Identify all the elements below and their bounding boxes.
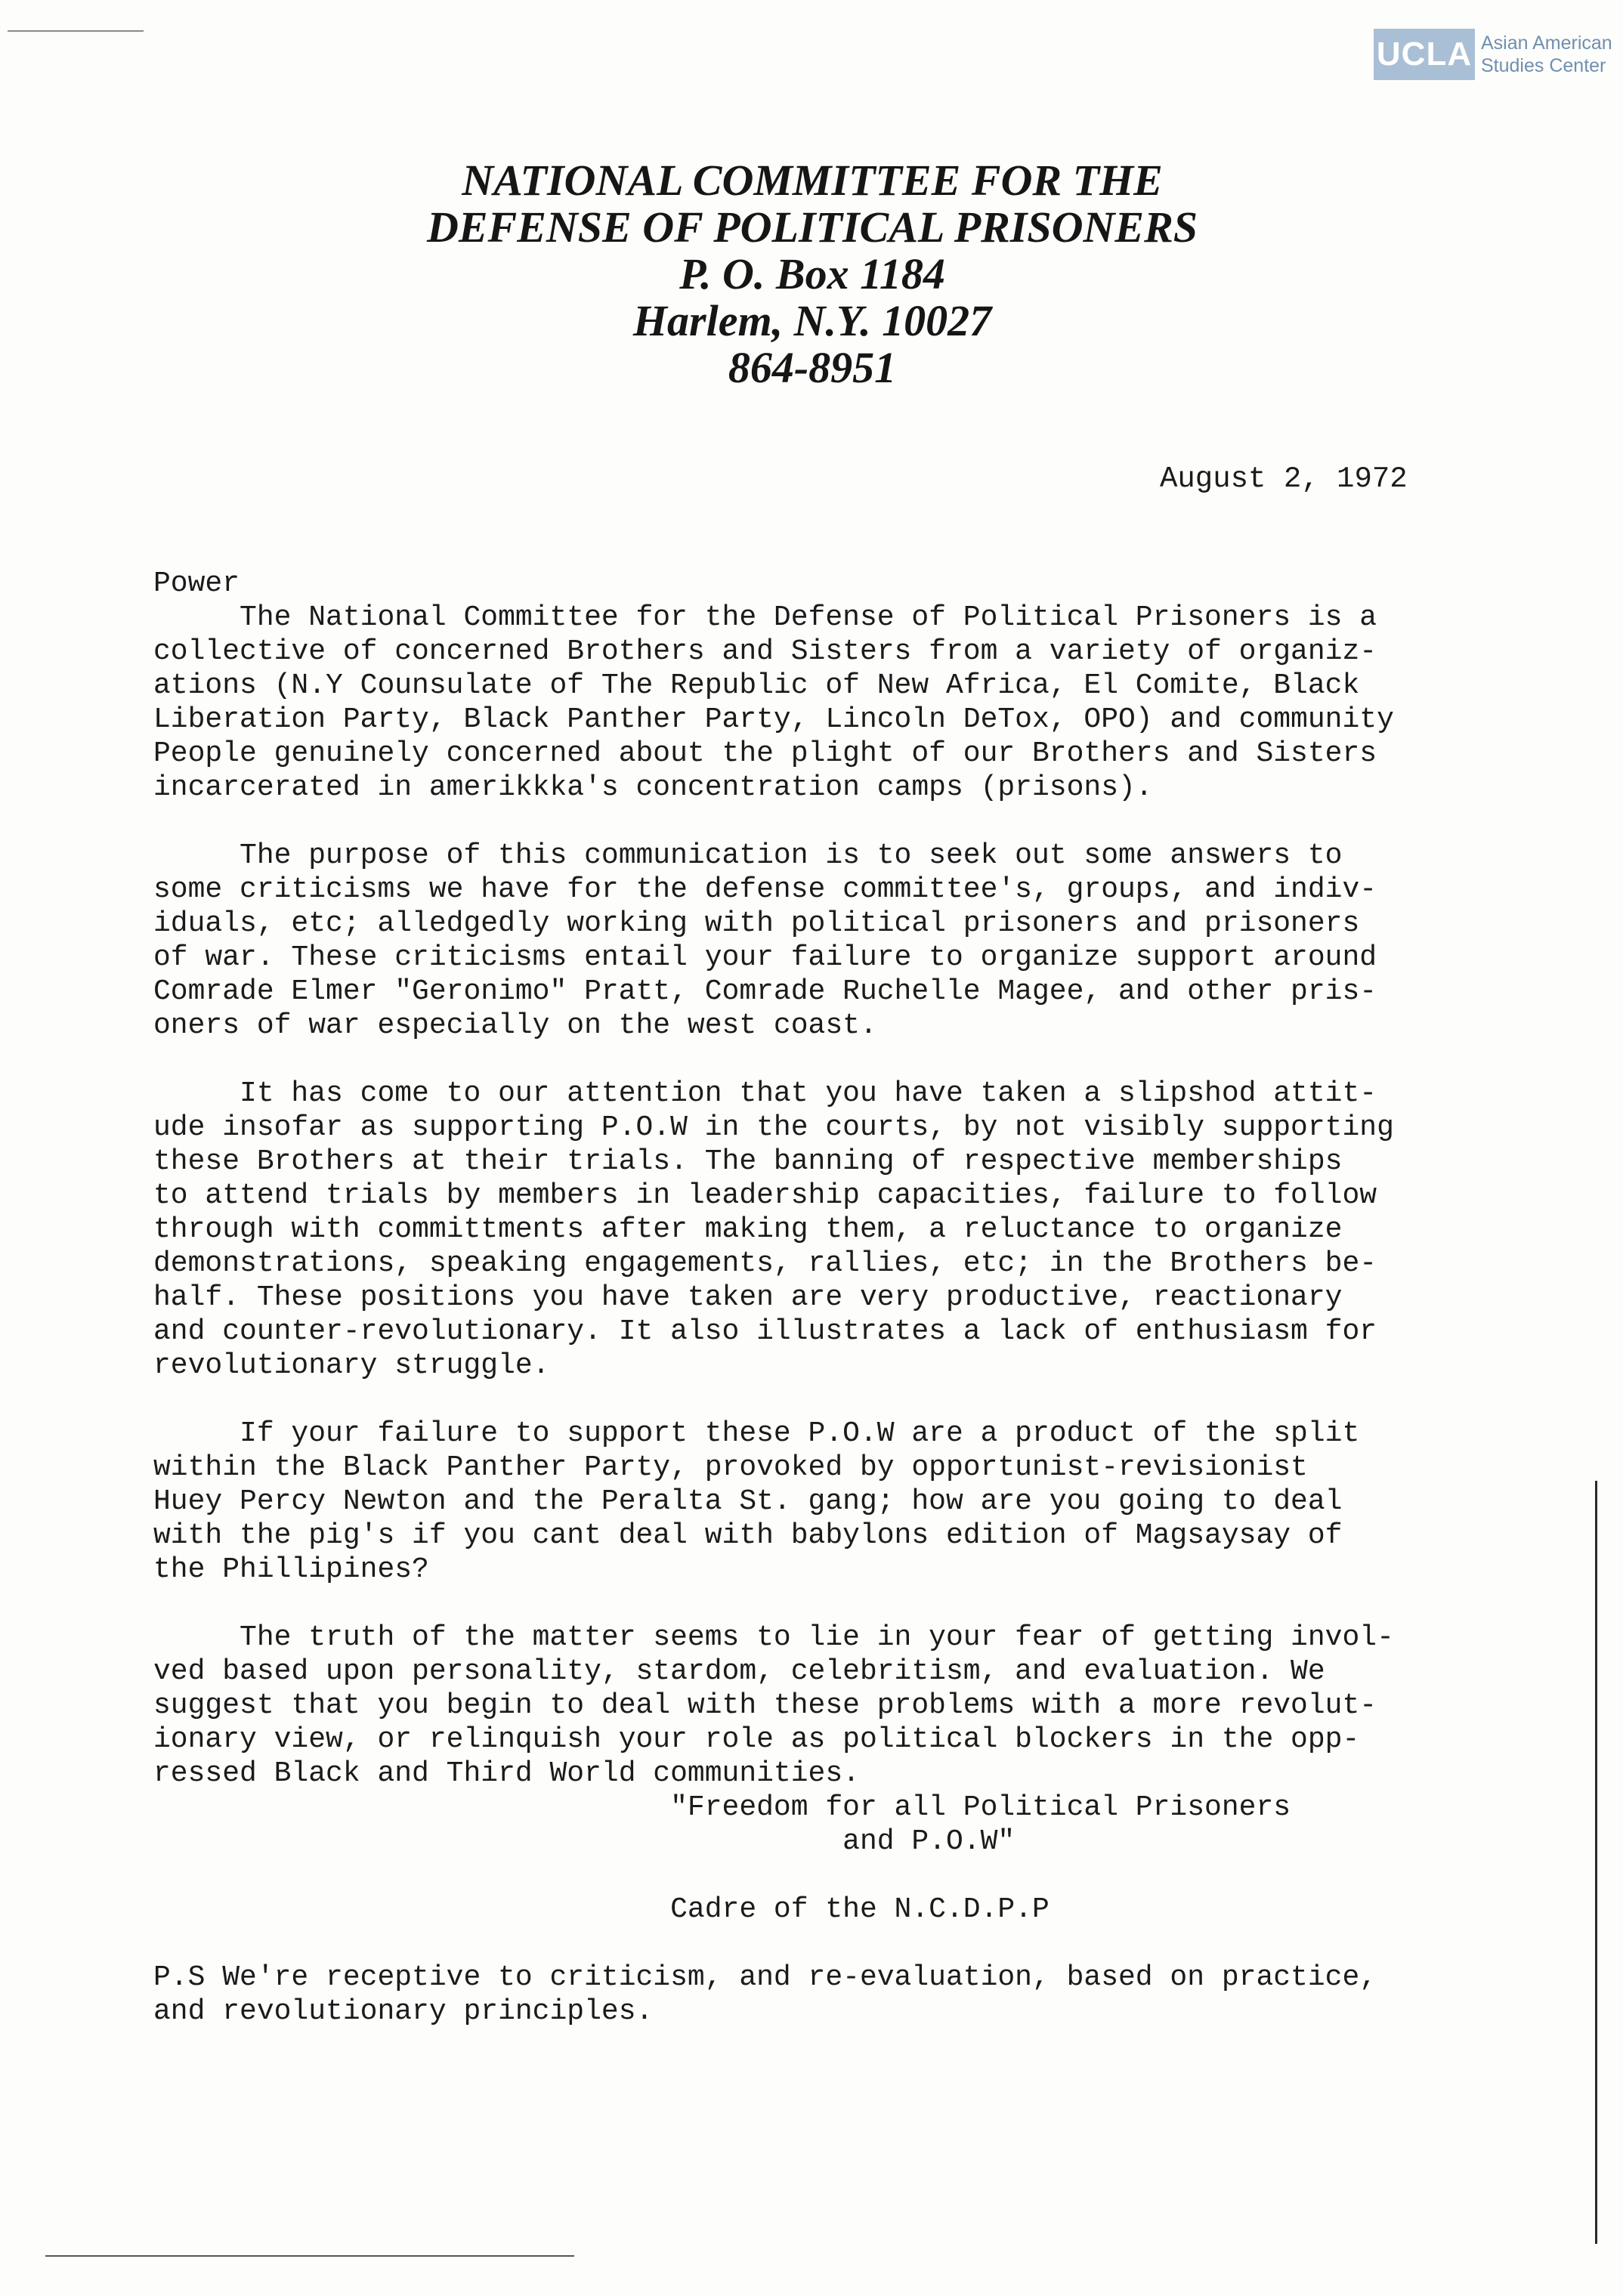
salutation: Power [153,567,240,600]
body-line: ations (N.Y Counsulate of The Republic of New Africa, El Comite, Black [153,669,1360,702]
paragraph-gap [153,1383,1589,1417]
paragraph-gap [153,1587,1589,1621]
body-line: ved based upon personality, stardom, celebritism, and evaluation. We [153,1655,1325,1688]
letterhead-line: 864-8951 [728,343,897,392]
closing-line: and P.O.W" [153,1825,1016,1858]
paragraph-2 [153,839,1589,1043]
body-line: through with committments after making them, a reluctance to organize [153,1213,1343,1246]
body-line: People genuinely concerned about the plight of our Brothers and Sisters [153,737,1377,770]
letterhead-line: P. O. Box 1184 [679,249,945,298]
paragraph-4 [153,1417,1589,1587]
body-line: Liberation Party, Black Panther Party, Lincoln DeTox, OPO) and community [153,703,1394,736]
letterhead [249,157,1375,391]
body-line: collective of concerned Brothers and Sisters from a variety of organiz- [153,635,1377,668]
body-line: ionary view, or relinquish your role as political blockers in the opp- [153,1723,1360,1756]
postscript-line: P.S We're receptive to criticism, and re-evaluation, based on practice, [153,1961,1377,1994]
paragraph-gap [153,1927,1589,1961]
body-line: the Phillipines? [153,1553,429,1586]
body-line: ressed Black and Third World communities. [153,1757,860,1790]
body-line: oners of war especially on the west coast. [153,1009,877,1042]
top-edge-mark [8,30,144,32]
body-line: revolutionary struggle. [153,1349,550,1382]
closing-line [153,1859,1589,1893]
closing [153,1791,1589,1927]
body-line: The purpose of this communication is to seek out some answers to [153,839,1343,872]
postscript [153,1961,1589,2029]
paragraph-1 [153,601,1589,805]
body-line: within the Black Panther Party, provoked by opportunist-revisionist [153,1451,1308,1484]
logo-caption-line-1: Asian American [1481,32,1612,54]
body-line: The National Committee for the Defense of Political Prisoners is a [153,601,1377,634]
body-line: Comrade Elmer "Geronimo" Pratt, Comrade Ruchelle Magee, and other pris- [153,975,1377,1008]
body-line: to attend trials by members in leadership capacities, failure to follow [153,1179,1377,1212]
body-line: ude insofar as supporting P.O.W in the courts, by not visibly supporting [153,1111,1394,1144]
ucla-logo-mark: UCLA [1374,29,1475,80]
letter-body [153,567,1589,2029]
body-line: Huey Percy Newton and the Peralta St. gang; how are you going to deal [153,1485,1343,1518]
logo-caption [1481,32,1612,77]
body-line: If your failure to support these P.O.W are a product of the split [153,1417,1360,1450]
body-line: iduals, etc; alledgedly working with political prisoners and prisoners [153,907,1360,940]
body-line: suggest that you begin to deal with these problems with a more revolut- [153,1689,1377,1722]
paragraph-gap [153,1043,1589,1077]
letterhead-line: NATIONAL COMMITTEE FOR THE [462,156,1163,205]
body-line: half. These positions you have taken are very productive, reactionary [153,1281,1343,1314]
letterhead-line: Harlem, N.Y. 10027 [632,296,992,345]
body-line: of war. These criticisms entail your failure to organize support around [153,941,1377,974]
body-line: and counter-revolutionary. It also illustrates a lack of enthusiasm for [153,1315,1377,1348]
body-line: incarcerated in amerikkka's concentration camps (prisons). [153,771,1153,804]
logo-caption-line-2: Studies Center [1481,55,1606,76]
paragraph-gap [153,805,1589,839]
body-line: It has come to our attention that you have taken a slipshod attit- [153,1077,1377,1110]
paragraph-3 [153,1077,1589,1383]
body-line: with the pig's if you cant deal with babylons edition of Magsaysay of [153,1519,1343,1552]
body-line: these Brothers at their trials. The banning of respective memberships [153,1145,1343,1178]
letter-date: August 2, 1972 [1160,462,1408,496]
bottom-edge-mark [45,2255,574,2257]
paragraph-5 [153,1621,1589,1791]
postscript-line: and revolutionary principles. [153,1995,654,2028]
body-line: demonstrations, speaking engagements, rallies, etc; in the Brothers be- [153,1247,1377,1280]
right-border-line [1595,1481,1597,2244]
body-line: The truth of the matter seems to lie in your fear of getting invol- [153,1621,1394,1654]
closing-line: "Freedom for all Political Prisoners [153,1791,1291,1824]
signature-line: Cadre of the N.C.D.P.P [153,1893,1050,1926]
body-line: some criticisms we have for the defense committee's, groups, and indiv- [153,873,1377,906]
ucla-logo [1374,29,1612,80]
letterhead-line: DEFENSE OF POLITICAL PRISONERS [426,202,1198,252]
